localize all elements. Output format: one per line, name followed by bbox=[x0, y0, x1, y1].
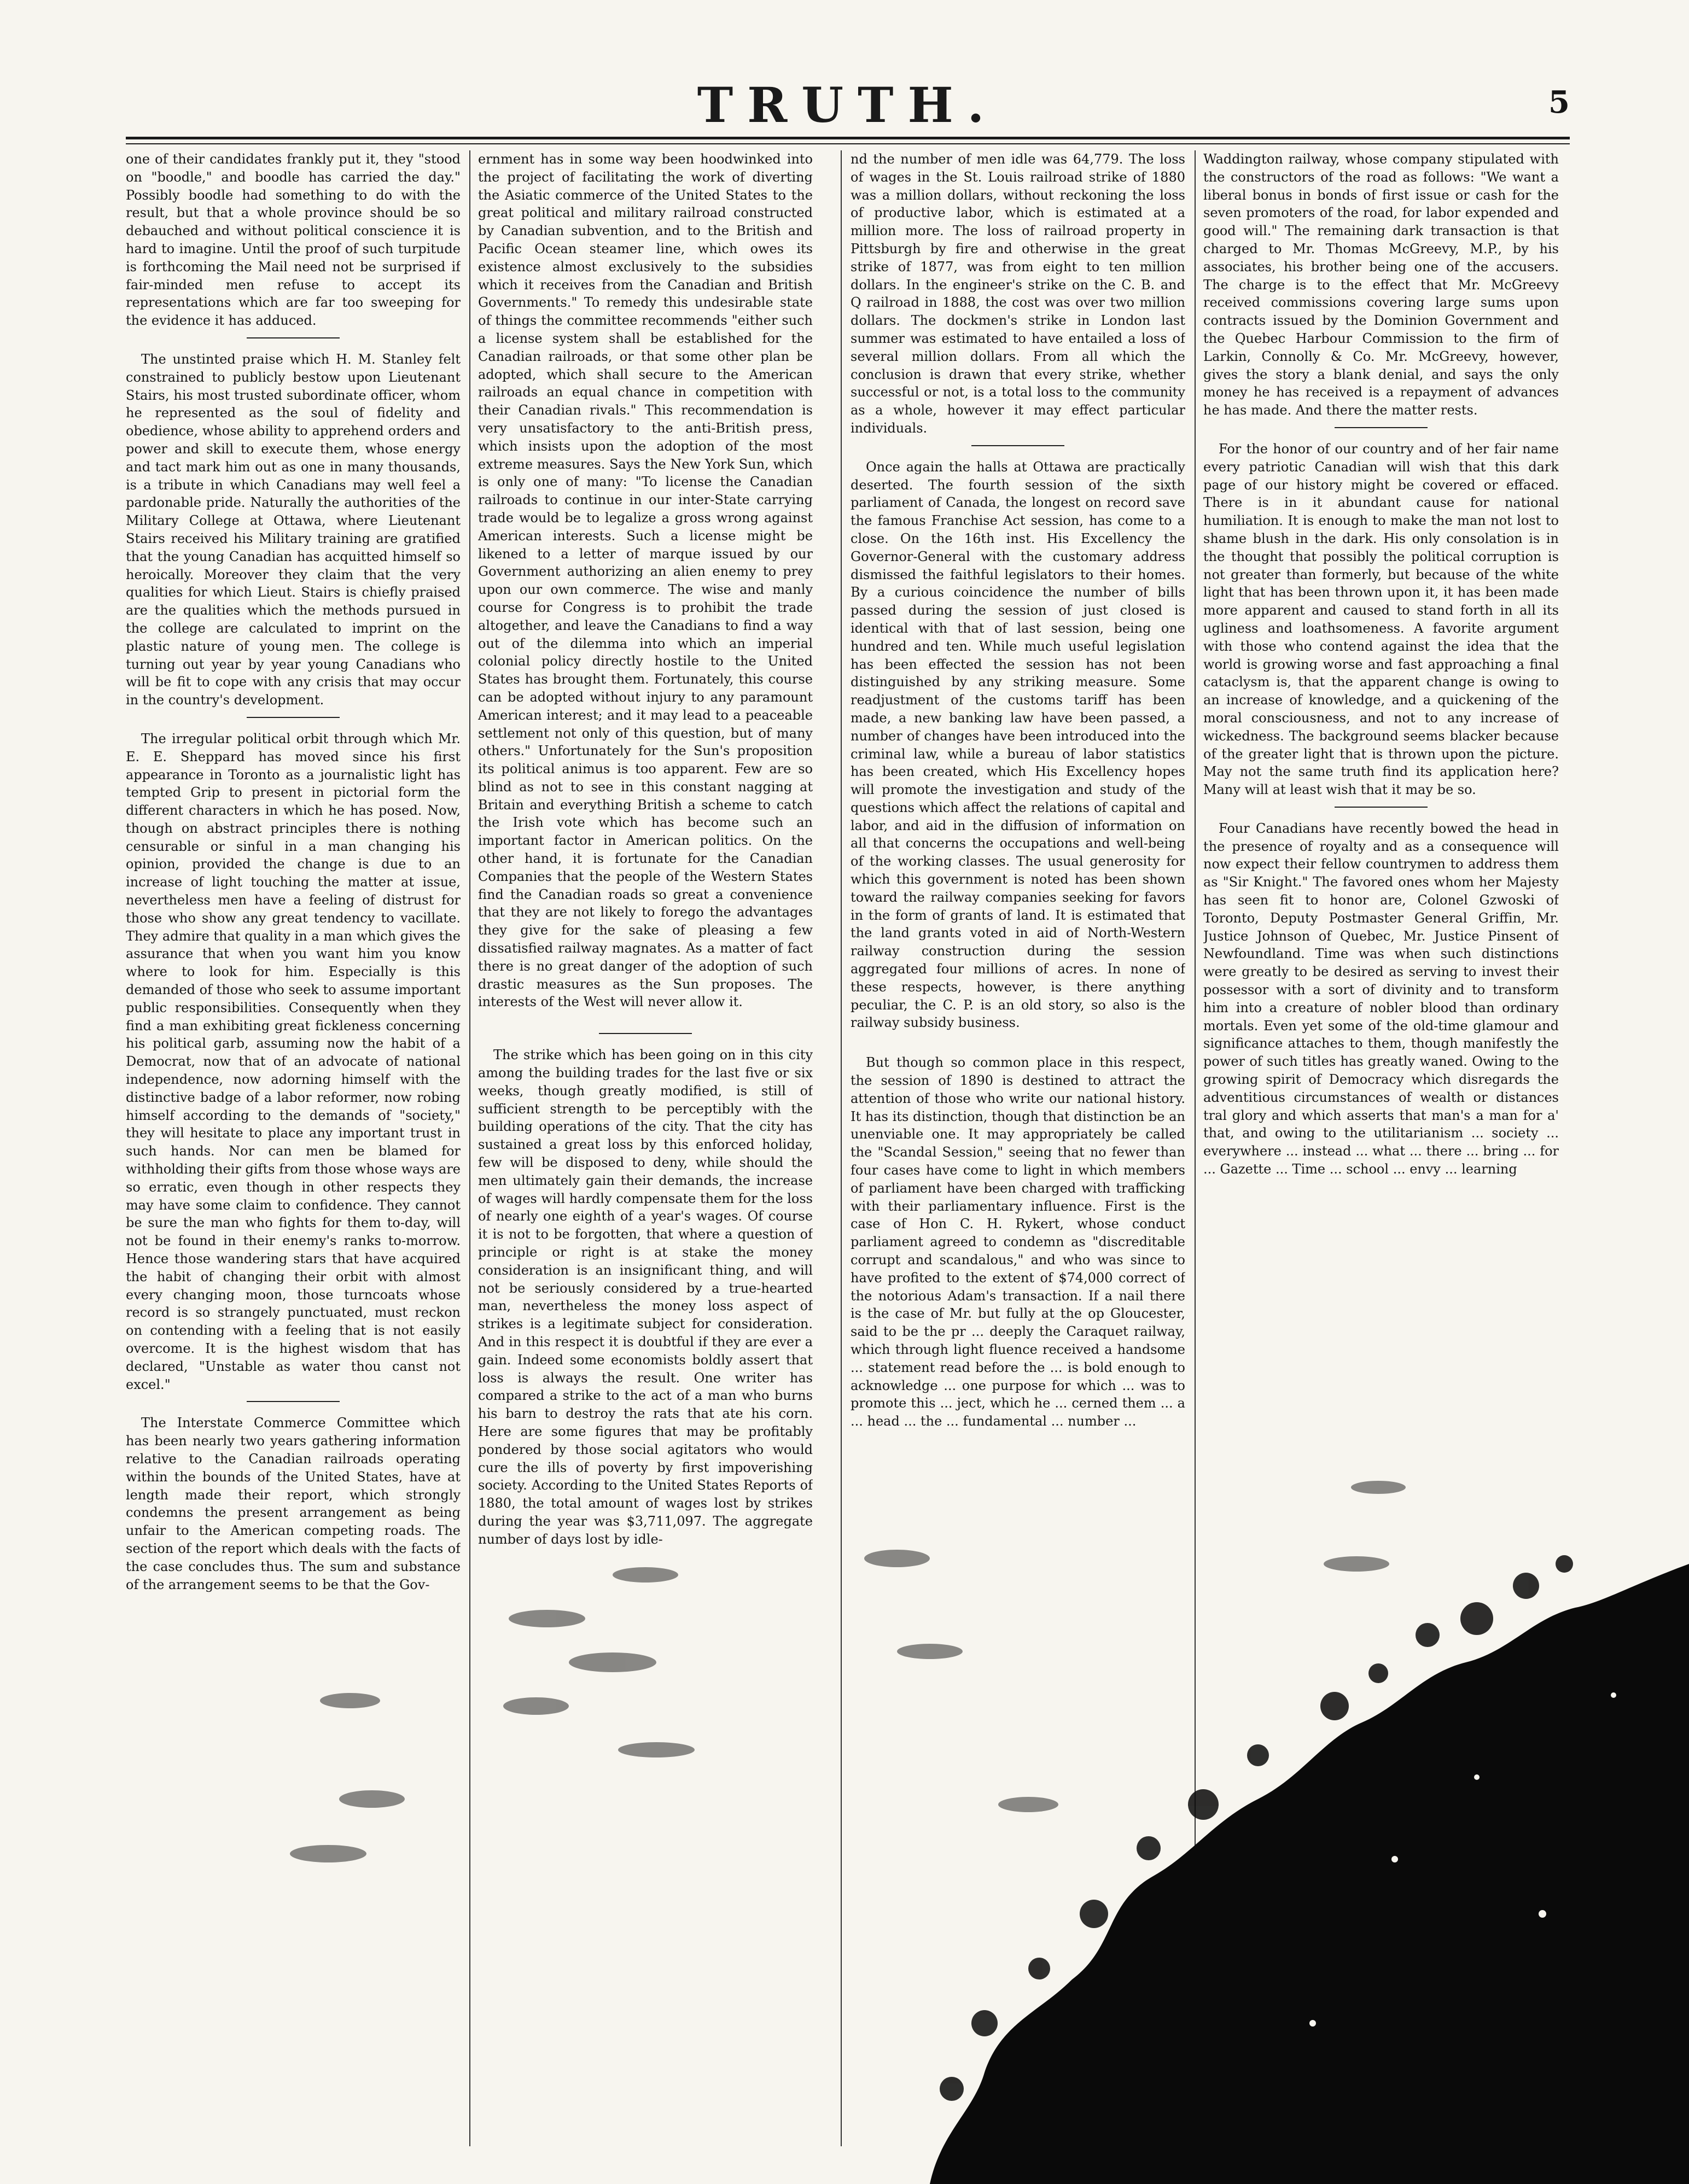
newspaper-title: TRUTH. bbox=[697, 77, 999, 133]
masthead-rule bbox=[126, 137, 1570, 139]
article-paragraph: The irregular political orbit through which Mr. E. E. Sheppard has moved since his first appearance in Toronto as a journalistic light has tempted Grip to present in pictorial form the different characters in which he has posed. Now, though on abstract principles there is nothing censurable or sinful in a man changing his opinion, provided the change is due to an increase of light touching the matter at issue, nevertheless men have a feeling of distrust for those who show any great tendency to vacillate. They admire that quality in a man which gives the assurance that when you want him you know where to look for him. Especially is this demanded of those who seek to assume important public responsibilities. Consequently when they find a man exhibiting great fickleness concerning his political garb, assuming now the habit of a Democrat, now that of an advocate of national independence, now adorning himself with the distinctive badge of a labor reformer, now robing himself according to the demands of "society," they will hesitate to place any important trust in such hands. Nor can men be blamed for withholding their gifts from those whose ways are so erratic, even though in other respects they may have some claim to confidence. They cannot be sure the man who fights for them to-day, will not be found in their enemy's ranks to-morrow. Hence those wandering stars that have acquired the habit of changing their orbit with almost every changing moon, those turncoats whose record is so strangely punctuated, must reckon on contending with a feeling that is not easily overcome. It is the highest wisdom that has declared, "Unstable as water thou canst not excel." bbox=[126, 731, 461, 1392]
article-paragraph: But though so common place in this respect, the session of 1890 is destined to attract the attention of those who write our national history. It has its distinction, though that distinction be an unenviable one. It may appropriately be called the "Scandal Session," seeing that no fewer than four cases have come to light in which members of parliament have been charged with trafficking with their parliamentary influence. First is the case of Hon C. H. Rykert, whose conduct parliament agreed to condemn as "discreditable corrupt and scandalous," and who was since to have profited to the extent of $74,000 correct of the notorious Adam's transaction. If a nail there is the case of Mr. but fully at the op Gloucester, said to be the pr ... deeply the Caraquet railway, which through light fluence received a handsome ... statement read before the ... is bold enough to acknowledge ... one purpose for which ... was to promote this ... ject, which he ... cerned them ... a ... head ... the ... fundamental ... number ... bbox=[851, 1055, 1185, 1429]
article-paragraph: The strike which has been going on in this city among the building trades for the last five or six weeks, though greatly modified, is still of sufficient strength to be perceptibly with the building operations of the city. That the city has sustained a great loss by this enforced holiday, few will be disposed to deny, while should the men ultimately gain their demands, the increase of wages will hardly compensate them for the loss of nearly one eighth of a year's wages. Of course it is not to be forgotten, that where a question of principle or right is at stake the money consideration is an insignificant thing, and will not be seriously considered by a true-hearted man, nevertheless the money loss aspect of strikes is a legitimate subject for consideration. And in this respect it is doubtful if they are ever a gain. Indeed some economists boldly assert that loss is always the result. One writer has compared a strike to the act of a man who burns his barn to destroy the rats that ate his corn. Here are some figures that may be profitably pondered by those social agitators who would cure the ills of poverty by first impoverishing society. According to the United States Reports of 1880, the total amount of wages lost by strikes during the year was $3,711,097. The aggregate number of days lost by idle- bbox=[478, 1047, 813, 1547]
article-paragraph: one of their candidates frankly put it, they "stood on "boodle," and boodle has carried the day." Possibly boodle had something to do with the result, but that a whole province should be so debauched and without political conscience it is hard to imagine. Until the proof of such turpitude is forthcoming the Mail need not be surprised if fair-minded men refuse to accept its representations which are far too sweeping for the evidence it has adduced. bbox=[126, 151, 461, 329]
article-separator bbox=[599, 1033, 692, 1034]
article-separator bbox=[247, 717, 340, 718]
article-paragraph: Four Canadians have recently bowed the head in the presence of royalty and as a consequence will now expect their fellow countrymen to address them as "Sir Knight." The favored ones whom her Majesty has seen fit to honor are, Colonel Gzwoski of Toronto, Deputy Postmaster General Griffin, Mr. Justice Johnson of Quebec, Mr. Justice Pinsent of Newfoundland. Time was when such distinctions were greatly to be desired as serving to invest their possessor with a sort of divinity and to transform him into a creature of nobler blood than ordinary mortals. Even yet some of the old-time glamour and significance attaches to them, though manifestly the power of such titles has greatly waned. Owing to the growing spirit of Democracy which disregards the adventitious circumstances of wealth or distances tral glory and which asserts that man's a man for a' that, and owing to the utilitarianism ... society ... everywhere ... instead ... what ... there ... bring ... for ... Gazette ... Time ... school ... envy ... learning bbox=[1203, 820, 1559, 1177]
article-separator bbox=[247, 1401, 340, 1402]
column-3 bbox=[851, 150, 1185, 2146]
article-paragraph: nd the number of men idle was 64,779. The loss of wages in the St. Louis railroad strike of 1880 was a million dollars, without reckoning the loss of productive labor, which is estimated at a million more. The loss of railroad property in Pittsburgh by fire and otherwise in the great strike of 1877, was from eight to ten million dollars. In the engineer's strike on the C. B. and Q railroad in 1888, the cost was over two million dollars. The dockmen's strike in London last summer was estimated to have entailed a loss of several million dollars. From all which the conclusion is drawn that every strike, whether successful or not, is a total loss to the community as a whole, however it may effect particular individuals. bbox=[851, 151, 1185, 436]
article-paragraph: ernment has in some way been hoodwinked into the project of facilitating the work of diverting the Asiatic commerce of the United States to the great political and military railroad constructed by Canadian subvention, and to the British and Pacific Ocean steamer line, which owes its existence almost exclusively to the subsidies which it receives from the Canadian and British Governments." To remedy this undesirable state of things the committee recommends "either such a license system shall be established for the Canadian railroads, or that some other plan be adopted, which shall secure to the American railroads an equal chance in competition with their Canadian rivals." This recommendation is very unsatisfactory to the anti-British press, which insists upon the adoption of the most extreme measures. Says the New York Sun, which is only one of many: "To license the Canadian railroads to continue in our inter-State carrying trade would be to legalize a gross wrong against American interests. Such a license might be likened to a letter of marque issued by our Government authorizing an alien enemy to prey upon our own commerce. The wise and manly course for Congress is to prohibit the trade altogether, and leave the Canadians to find a way out of the dilemma into which an imperial colonial policy directly hostile to the United States has brought them. Fortunately, this course can be adopted without injury to any paramount American interest; and it may lead to a peaceable settlement not only of this question, but of many others." Unfortunately for the Sun's proposition its political animus is too apparent. Few are so blind as not to see in this constant nagging at Britain and everything British a scheme to catch the Irish vote which has become such an important factor in American politics. On the other hand, it is fortunate for the Canadian Companies that the people of the Western States find the Canadian roads so great a convenience that they are not likely to forego the advantages they give for the sake of pleasing a few dissatisfied railway magnates. As a matter of fact there is no great danger of the adoption of such drastic measures as the Sun proposes. The interests of the West will never allow it. bbox=[478, 151, 813, 1010]
column-1 bbox=[126, 150, 461, 2146]
column-4 bbox=[1203, 150, 1559, 2146]
column-rule bbox=[469, 150, 470, 2146]
article-paragraph: Waddington railway, whose company stipulated with the constructors of the road as follows: "We want a liberal bonus in bonds of first issue or cash for the seven promoters of the road, for labor expended and good will." The remaining dark transaction is that charged to Mr. Thomas McGreevy, M.P., by his associates, his brother being one of the accusers. The charge is to the effect that Mr. McGreevy received commissions covering large sums upon contracts issued by the Dominion Government and the Quebec Harbour Commission to the firm of Larkin, Connolly & Co. Mr. McGreevy, however, gives the story a blank denial, and says the only money he has received is a repayment of advances he has made. And there the matter rests. bbox=[1203, 151, 1559, 418]
article-paragraph: The Interstate Commerce Committee which has been nearly two years gathering information relative to the Canadian railroads operating within the bounds of the United States, have at length made their report, which strongly condemns the present arrangement as being unfair to the American competing roads. The section of the report which deals with the facts of the case concludes thus. The sum and substance of the arrangement seems to be that the Gov- bbox=[126, 1415, 461, 1592]
article-separator bbox=[971, 445, 1064, 446]
page-number: 5 bbox=[1548, 84, 1570, 120]
article-paragraph: Once again the halls at Ottawa are practically deserted. The fourth session of the sixth parliament of Canada, the longest on record save the famous Franchise Act session, has come to a close. On the 16th inst. His Excellency the Governor-General with the customary address dismissed the faithful legislators to their homes. By a curious coincidence the number of bills passed during the session of just closed is identical with that of last session, being one hundred and ten. While much useful legislation has been effected the session has not been distinguished by any striking measure. Some readjustment of the customs tariff has been made, a new banking law have been passed, a number of changes have been introduced into the criminal law, while a bureau of labor statistics has been created, which His Excellency hopes will promote the investigation and study of the questions which affect the relations of capital and labor, and aid in the diffusion of information on all that concerns the occupations and well-being of the working classes. The usual generosity for which this government is noted has been shown toward the railway companies seeking for favors in the form of grants of land. It is estimated that the land grants voted in aid of North-Western railway construction during the session aggregated four millions of acres. In none of these respects, however, is there anything peculiar, the C. P. is an old story, so also is the railway subsidy business. bbox=[851, 459, 1185, 1031]
column-rule bbox=[841, 150, 842, 2146]
column-rule bbox=[1195, 150, 1196, 2146]
article-separator bbox=[1335, 427, 1428, 428]
column-2 bbox=[478, 150, 813, 2146]
article-separator bbox=[247, 337, 340, 338]
masthead bbox=[126, 77, 1570, 137]
article-paragraph: The unstinted praise which H. M. Stanley felt constrained to publicly bestow upon Lieutenant Stairs, his most trusted subordinate officer, whom he represented as the soul of fidelity and obedience, whose ability to apprehend orders and power and skill to execute them, whose energy and tact mark him out as one in many thousands, is a tribute in which Canadians may well feel a pardonable pride. Naturally the authorities of the Military College at Ottawa, where Lieutenant Stairs received his Military training are gratified that the young Canadian has acquitted himself so heroically. Moreover they claim that the very qualities for which Lieut. Stairs is chiefly praised are the qualities which the methods pursued in the college are calculated to imprint on the plastic nature of young men. The college is turning out year by year young Canadians who will be fit to cope with any crisis that may occur in the country's development. bbox=[126, 351, 461, 708]
article-separator bbox=[1335, 807, 1428, 808]
masthead-rule-thin bbox=[126, 143, 1570, 144]
article-paragraph: For the honor of our country and of her fair name every patriotic Canadian will wish that this dark page of our history might be covered or effaced. There is in it abundant cause for national humiliation. It is enough to make the man not lost to shame blush in the dark. His only consolation is in the thought that possibly the political corruption is not greater than formerly, but because of the white light that has been thrown upon it, it has been made more apparent and caused to stand forth in all its ugliness and loathsomeness. A favorite argument with those who contend against the idea that the world is growing worse and fast approaching a final cataclysm is, that the apparent change is owing to an increase of knowledge, and a quickening of the moral consciousness, and not to any increase of wickedness. The background seems blacker because of the greater light that is thrown upon the picture. May not the same truth find its application here? Many will at least wish that it may be so. bbox=[1203, 441, 1559, 798]
